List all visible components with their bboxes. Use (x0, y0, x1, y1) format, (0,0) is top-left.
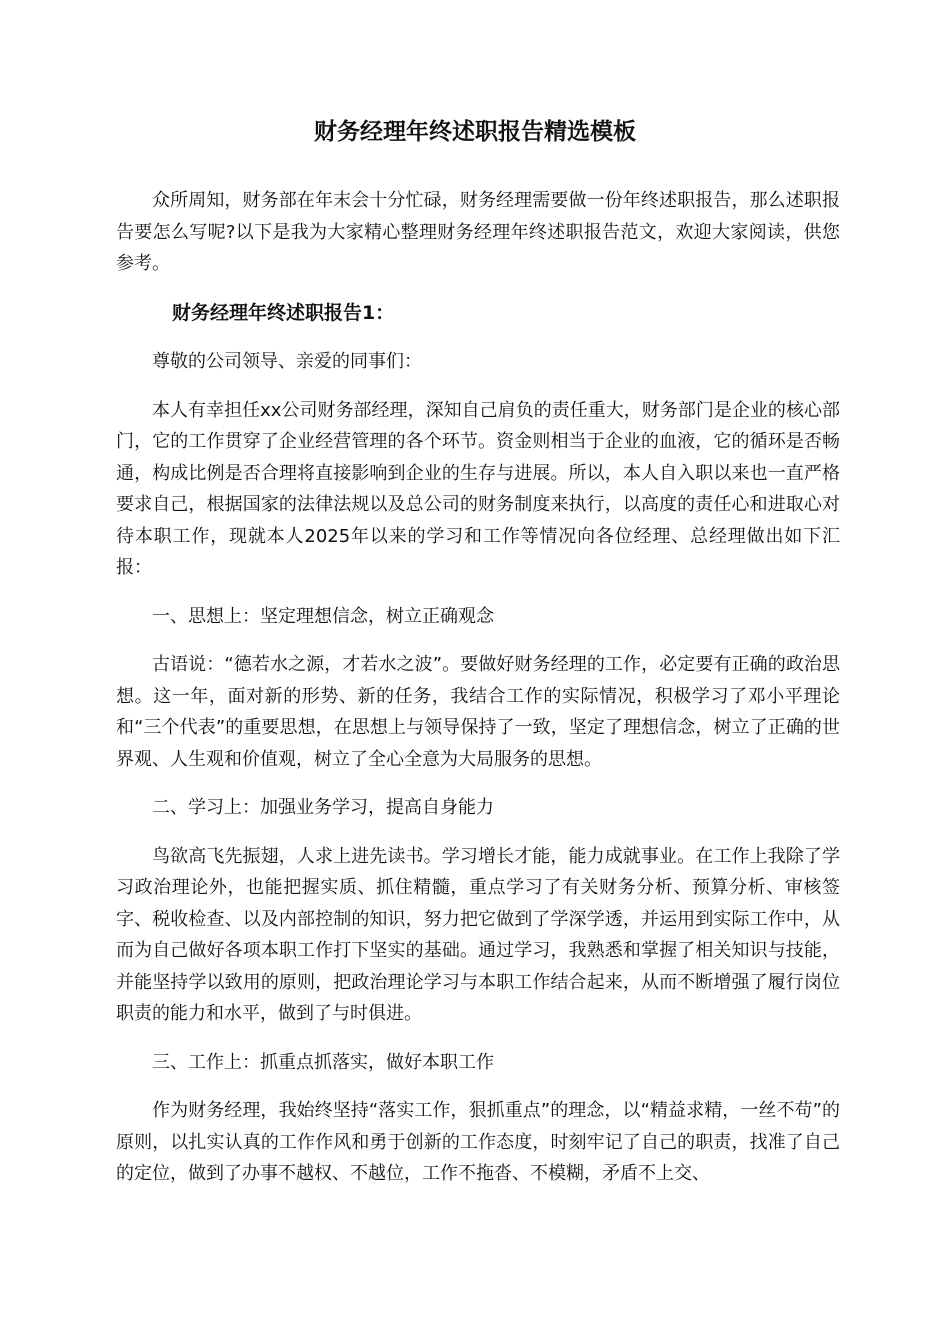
intro-paragraph: 众所周知，财务部在年末会十分忙碌，财务经理需要做一份年终述职报告，那么述职报告要怎么写呢?以下是我为大家精心整理财务经理年终述职报告范文，欢迎大家阅读，供您参考。 (116, 190, 840, 274)
subheading-work: 三、工作上：抓重点抓落实，做好本职工作 (152, 1051, 494, 1073)
document-title: 财务经理年终述职报告精选模板 (314, 119, 636, 145)
document-body (116, 185, 840, 1190)
paragraph-study: 鸟欲高飞先振翅，人求上进先读书。学习增长才能，能力成就事业。在工作上我除了学习政治理论外，也能把握实质、抓住精髓，重点学习了有关财务分析、预算分析、审核签字、税收检查、以及内部控制的知识，努力把它做到了学深学透，并运用到实际工作中，从而为自己做好各项本职工作打下坚实的基础。通过学习，我熟悉和掌握了相关知识与技能，并能坚持学以致用的原则，把政治理论学习与本职工作结合起来，从而不断增强了履行岗位职责的能力和水平，做到了与时俱进。 (116, 845, 840, 1024)
paragraph-work: 作为财务经理，我始终坚持“落实工作，狠抓重点”的理念，以“精益求精，一丝不苟”的原则，以扎实认真的工作作风和勇于创新的工作态度，时刻牢记了自己的职责，找准了自己的定位，做到了办事不越权、不越位，工作不拖沓、不模糊，矛盾不上交、 (116, 1100, 840, 1184)
subheading-study: 二、学习上：加强业务学习，提高自身能力 (152, 797, 494, 818)
subheading-thought: 一、思想上：坚定理想信念，树立正确观念 (152, 605, 494, 627)
paragraph-thought: 古语说：“德若水之源，才若水之波”。要做好财务经理的工作，必定要有正确的政治思想。这一年，面对新的形势、新的任务，我结合工作的实际情况，积极学习了邓小平理论和“三个代表”的重要思想，在思想上与领导保持了一致，坚定了理想信念，树立了正确的世界观、人生观和价值观，树立了全心全意为大局服务的思想。 (116, 654, 840, 770)
section-heading-report-1: 财务经理年终述职报告1： (172, 301, 395, 324)
greeting-paragraph: 尊敬的公司领导、亲爱的同事们： (152, 351, 422, 372)
paragraph-intro-role: 本人有幸担任xx公司财务部经理，深知自己肩负的责任重大，财务部门是企业的核心部门，它的工作贯穿了企业经营管理的各个环节。资金则相当于企业的血液，它的循环是否畅通，构成比例是否合理将直接影响到企业的生存与进展。所以，本人自入职以来也一直严格要求自己，根据国家的法律法规以及总公司的财务制度来执行，以高度的责任心和进取心对待本职工作，现就本人2025年以来的学习和工作等情况向各位经理、总经理做出如下汇报： (116, 399, 840, 578)
